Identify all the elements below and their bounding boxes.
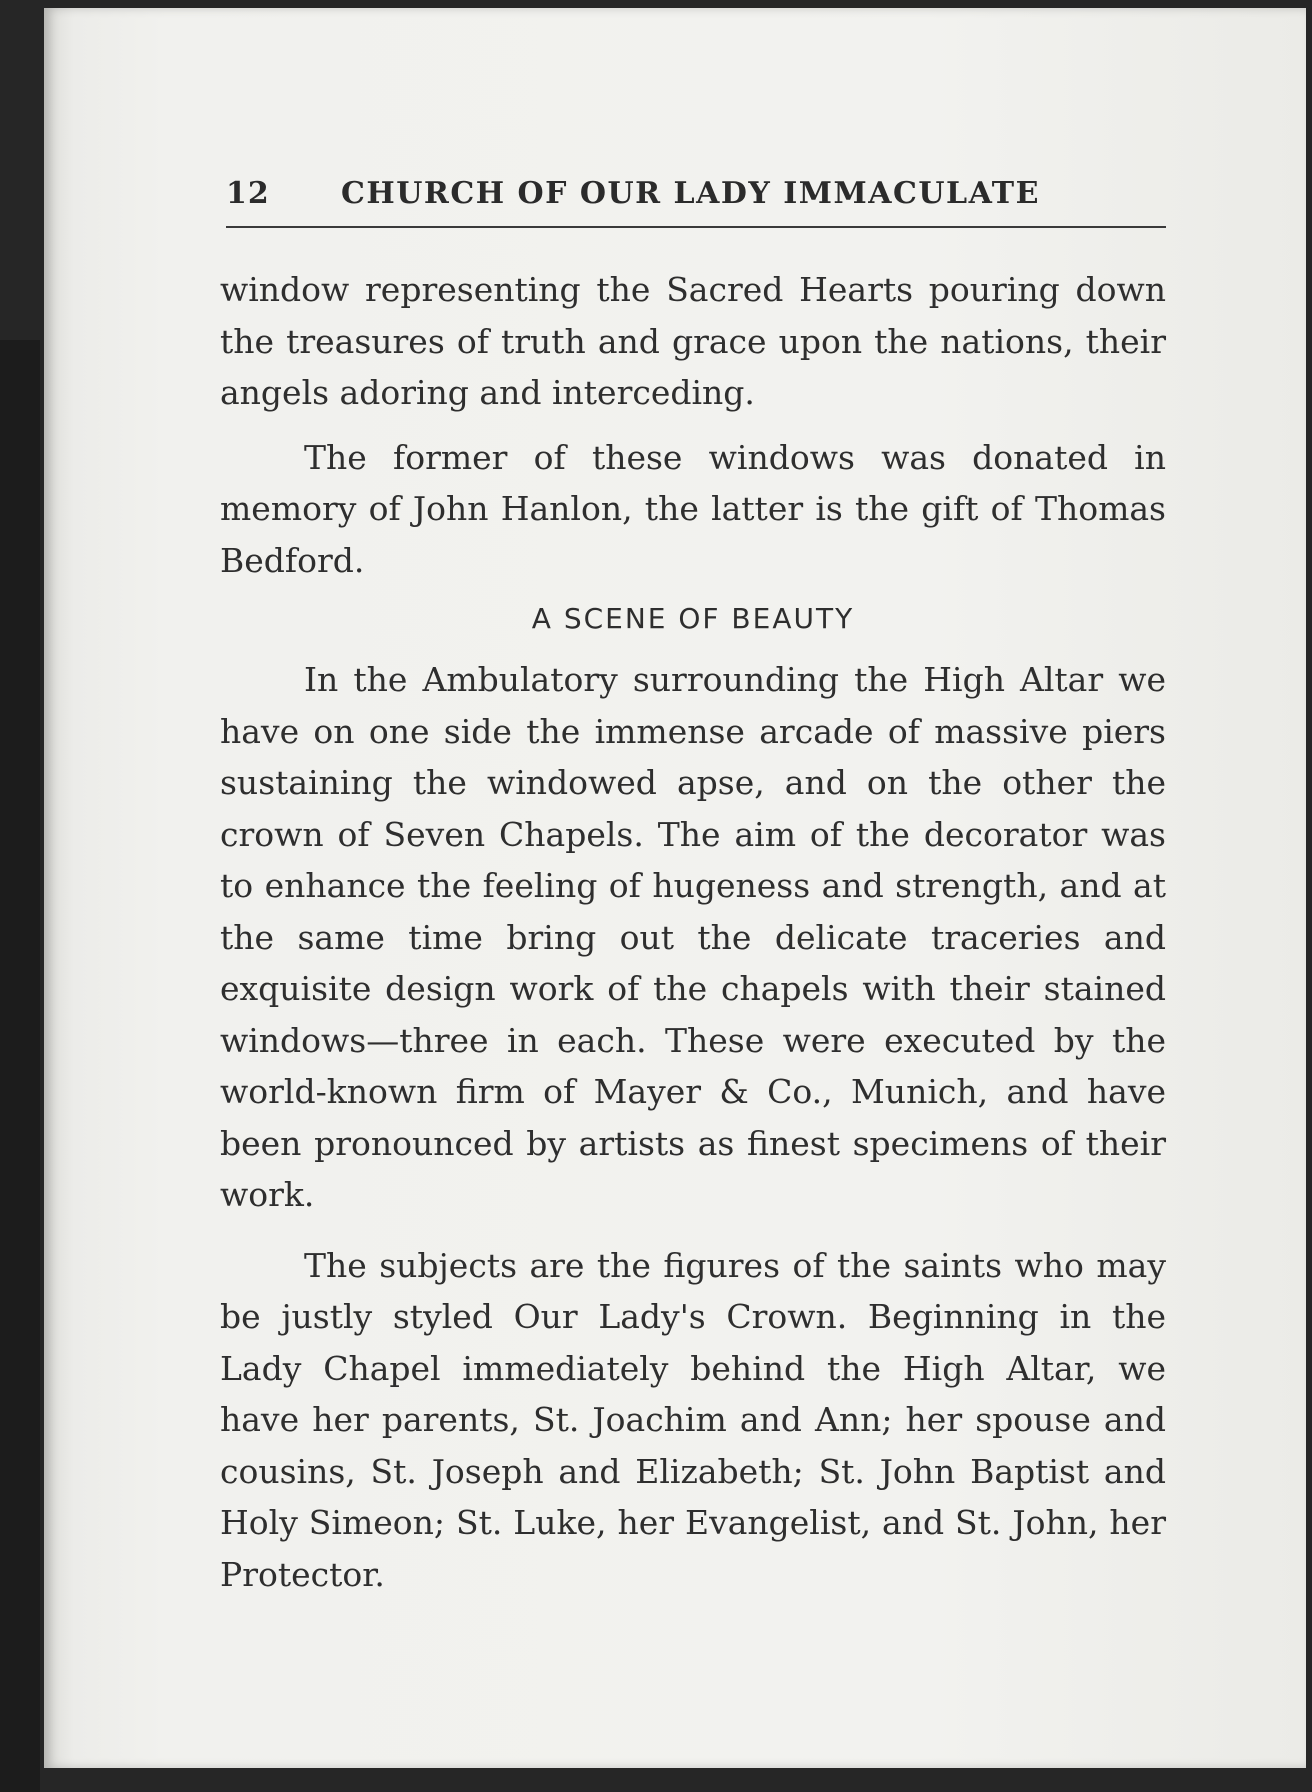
paragraph-continuation: window representing the Sacred Hearts pouring down the treasures of truth and grace upon the nations, their angels adoring and interceding. — [220, 270, 1166, 412]
paragraph-saints: The subjects are the figures of the saints who may be justly styled Our Lady's Crown. Beginning in the Lady Chapel immediately behind the High Altar, we have her parents, St. Joachim and Ann; her spouse and cousins, St. Joseph and Elizabeth; St. John Baptist and Holy Simeon; St. Luke, her Evangelist, and St. John, her Protector. — [220, 1245, 1166, 1594]
book-binding-edge — [0, 340, 40, 1792]
page-number: 12 — [226, 176, 270, 211]
page-header — [226, 176, 1166, 228]
page-body — [220, 264, 1166, 1600]
running-title: CHURCH OF OUR LADY IMMACULATE — [341, 176, 1040, 211]
paragraph-donors: The former of these windows was donated in memory of John Hanlon, the latter is the gift of Thomas Bedford. — [220, 437, 1166, 580]
paragraph-ambulatory: In the Ambulatory surrounding the High Altar we have on one side the immense arcade of massive piers sustaining the windowed apse, and on the other the crown of Seven Chapels. The aim of the decorator was to enhance the feeling of hugeness and strength, and at the same time bring out the delicate traceries and exquisite design work of the chapels with their stained windows—three in each. These were executed by the world-known firm of Mayer & Co., Munich, and have been pronounced by artists as finest specimens of their work. — [220, 660, 1166, 1214]
section-heading: A SCENE OF BEAUTY — [531, 602, 855, 635]
